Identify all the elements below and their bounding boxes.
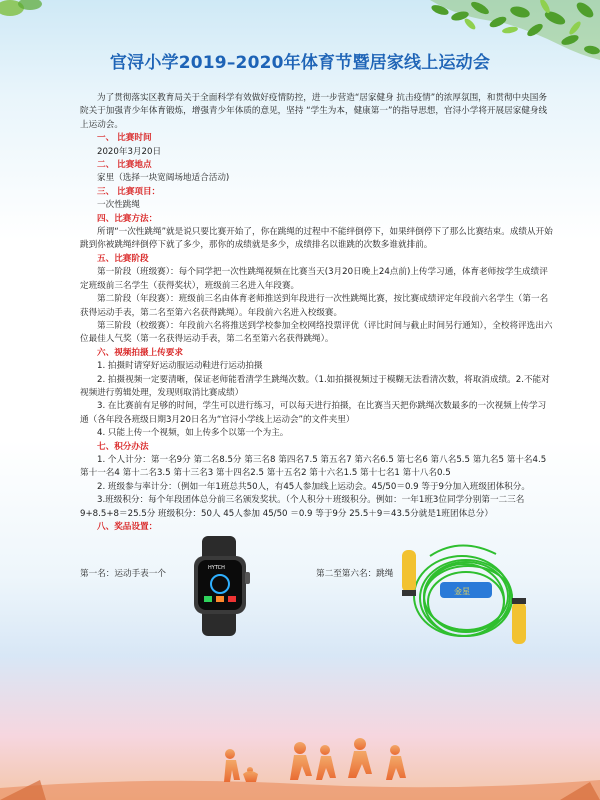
section-heading-video: 六、视频拍摄上传要求	[97, 347, 183, 358]
section-heading-event: 三、 比赛项目：	[97, 186, 161, 197]
video-requirement-item: 2. 拍摄视频一定要清晰，保证老师能看清学生跳绳次数。（1.如拍摄视频过于模糊无法看清次数，将取消成绩。2.不能对视频进行剪辑处理，发现则取消比赛成绩）	[80, 374, 550, 398]
stage-item: 第二阶段（年段赛）：班级前三名由体育老师推送到年段进行一次性跳绳比赛，按比赛成绩评定年段前六名学生（第一名获得运动手表，第二名至第六名获得跳绳）。年段前六名进入校级赛。	[80, 294, 549, 318]
section-heading-time: 一、 比赛时间	[97, 133, 152, 144]
points-rule-item: 3.班级积分：每个年段团体总分前三名颁发奖状。（个人积分＋班级积分。例如：一年1班3位同学分别第一二三名9+8.5+8＝25.5分 班级积分：50人 45人参加 45/50 ＝0.9 等于9分 25.5＋9＝43.5分就是1班团体总分）	[80, 495, 525, 519]
section-body-event: 一次性跳绳	[97, 200, 140, 211]
stage-item: 第三阶段（校级赛）：年段前六名将推送到学校参加全校网络投票评优（评比时间与截止时间另行通知），全校将评选出六位最佳人气奖（第一名获得运动手表，第二名至第六名获得跳绳）。	[80, 320, 553, 345]
points-rule-item: 1. 个人计分：第一名9分 第二名8.5分 第三名8 第四名7.5 第五名7 第六名6.5 第七名6 第八名5.5 第九名5 第十名4.5 第十一名4 第十二名3.5 第十三名3 第十四名2.5 第十五名2 第十六名1.5 第十七名1 第十八名0.5	[80, 454, 547, 479]
stage-item: 第一阶段（班级赛）：每个同学把一次性跳绳视频在比赛当天(3月20日晚上24点前)上传学习通，体育老师按学生成绩评定班级前三名学生（获得奖状），班级前三名进入年段赛。	[80, 267, 548, 291]
intro-paragraph: 为了贯彻落实区教育局关于全面科学有效做好疫情防控，进一步营造“居家健身 抗击疫情”的浓厚氛围，和贯彻中央国务院关于加强青少年体育锻炼，增强青少年体质的意见，坚持 “学生为本，健康第一”的指导思想，官浔小学将开展居家健身线上运动会。	[80, 93, 548, 130]
watch-brand-text: HYTCH	[208, 565, 225, 572]
points-rule-item: 2. 班级参与率计分：（例如一年1班总共50人，有45人参加线上运动会。45/50＝0.9 等于9分加入班级团体积分。	[97, 481, 530, 492]
video-requirement-item: 1. 拍摄时请穿好运动服运动鞋进行运动拍摄	[97, 361, 263, 372]
jump-rope-image	[400, 536, 540, 654]
prize-second-label: 第二至第六名：跳绳	[316, 569, 394, 580]
section-heading-points: 七、积分办法	[97, 441, 149, 452]
section-body-place: 家里（选择一块宽阔场地适合活动)	[97, 173, 230, 184]
content-body	[80, 92, 554, 654]
leaves-left-decoration	[0, 0, 80, 40]
video-requirement-item: 4. 只能上传一个视频，如上传多个以第一个为主。	[97, 428, 289, 439]
section-heading-stages: 五、比赛阶段	[97, 253, 149, 264]
section-heading-prizes: 八、奖品设置：	[97, 522, 158, 532]
video-requirement-item: 3. 在比赛前有足够的时间，学生可以进行练习，可以每天进行拍摄，在比赛当天把你跳绳次数最多的一次视频上传学习通（各年段各班级日期3月20日名为“官浔小学线上运动会”的文件夹里）	[80, 401, 547, 425]
sport-watch-image	[188, 536, 256, 636]
prize-row	[80, 536, 554, 654]
section-heading-place: 二、 比赛地点	[97, 160, 152, 171]
section-body-time: 2020年3月20日	[97, 146, 162, 157]
section-heading-method: 四、比赛方法：	[97, 213, 158, 224]
page-title: 官浔小学2019–2020年体育节暨居家线上运动会	[109, 53, 491, 73]
rope-tag-text: 金星	[454, 587, 470, 597]
children-silhouette-decoration	[0, 710, 600, 800]
prize-first-label: 第一名：运动手表一个	[80, 569, 166, 580]
section-body-method: 所谓“一次性跳绳”就是说只要比赛开始了，你在跳绳的过程中不能绊倒停下，如果绊倒停下了那么比赛结束。成绩从开始跳到你被跳绳绊倒停下就了多少，那你的成绩就是多少，成绩排名以谁跳的次数多谁就排前。	[80, 227, 553, 251]
